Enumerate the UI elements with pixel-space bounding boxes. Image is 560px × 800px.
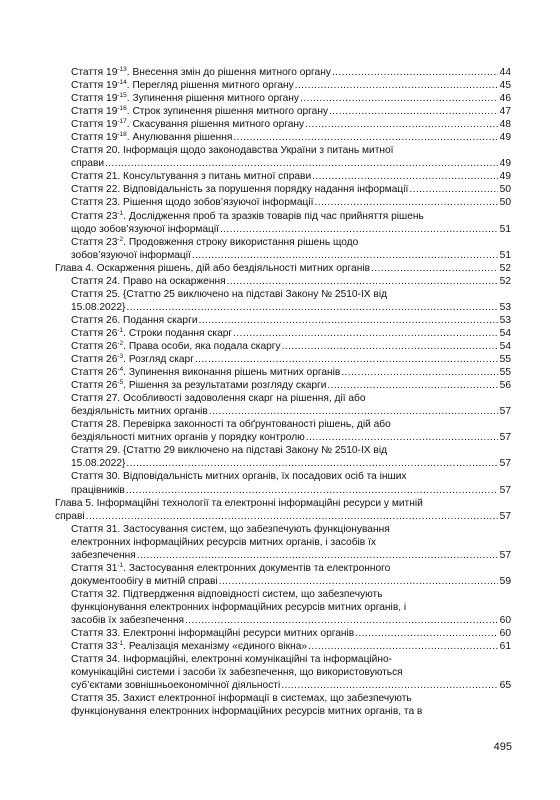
entry-title	[71, 301, 125, 314]
entry-line: Стаття 32. Підтвердження відповідності систем, що забезпечують	[71, 588, 383, 600]
dot-leader	[409, 183, 498, 196]
entry-title	[71, 79, 294, 92]
entry-last-line	[71, 405, 511, 418]
entry-text-segment: Стаття 26	[71, 367, 118, 379]
entry-title	[71, 640, 307, 653]
entry-text-segment: Стаття 26	[71, 340, 118, 352]
entry-title	[71, 131, 232, 144]
toc-article-entry[interactable]	[55, 692, 511, 718]
entry-page-number: 54	[499, 340, 511, 352]
entry-page-number: 53	[499, 301, 511, 313]
entry-title	[71, 405, 208, 418]
entry-title	[71, 575, 218, 588]
toc-article-entry[interactable]	[55, 210, 511, 236]
entry-line: Стаття 27. Особливості задоволення скарг на рішення, дії або	[71, 393, 366, 405]
entry-page-number: 59	[499, 575, 511, 587]
entry-text-segment: -1	[117, 209, 124, 217]
entry-title	[71, 92, 299, 105]
dot-leader	[314, 196, 498, 209]
entry-text-segment: . Анулювання рішення	[126, 132, 233, 144]
entry-text-segment: Стаття 21. Консультування з питань митної справи	[71, 171, 312, 183]
dot-leader	[227, 275, 498, 288]
dot-leader	[300, 92, 498, 105]
entry-last-line	[71, 627, 511, 640]
dot-leader	[332, 66, 498, 79]
entry-text-segment: . Дослідження проб та зразків товарів під час прийняття рішень	[123, 210, 424, 222]
entry-text-segment: документообігу в митній справі	[71, 575, 218, 587]
dot-leader	[126, 301, 498, 314]
dot-leader	[327, 379, 498, 392]
entry-last-line	[55, 262, 511, 275]
toc-article-entry[interactable]	[55, 444, 511, 470]
entry-last-line	[71, 614, 511, 627]
entry-title	[55, 262, 370, 275]
entry-text-segment: . Реалізація механізму «єдиного вікна»	[123, 641, 308, 653]
entry-text-segment: . Внесення змін до рішення митного органу	[126, 67, 331, 78]
entry-line: комунікаційні системи і засоби їх забезпечення, що використовуються	[71, 667, 403, 679]
dot-leader	[219, 575, 498, 588]
entry-text-segment: . Строк зупинення рішення митного органу	[126, 106, 329, 118]
entry-line: Стаття 34. Інформаційні, електронні комунікаційні та інформаційно-	[71, 654, 393, 666]
entry-text-segment: справи	[71, 158, 105, 170]
entry-text-segment: -13	[117, 66, 127, 73]
entry-line	[71, 210, 511, 223]
entry-text-segment: . Зупинення виконання рішень митних органів	[123, 367, 341, 379]
dot-leader	[233, 327, 498, 340]
entry-text-segment: 15.08.2022}	[71, 301, 126, 313]
entry-text-segment: -1	[117, 561, 124, 569]
entry-page-number: 46	[499, 93, 511, 105]
entry-line: Стаття 20. Інформація щодо законодавства України з питань митної	[71, 145, 394, 157]
dot-leader	[329, 105, 498, 118]
entry-text-segment: -4	[117, 366, 124, 374]
toc-article-entry[interactable]	[55, 562, 511, 588]
entry-title	[55, 510, 85, 523]
entry-text-segment: забезпечення	[71, 549, 136, 561]
toc-article-entry[interactable]	[55, 236, 511, 262]
dot-leader	[86, 510, 498, 523]
entry-last-line	[71, 275, 511, 288]
entry-title	[71, 196, 313, 209]
dot-leader	[105, 157, 498, 170]
entry-title	[71, 379, 326, 392]
dot-leader	[341, 366, 498, 379]
dot-leader	[126, 484, 498, 497]
entry-last-line	[55, 510, 511, 523]
entry-title	[71, 275, 226, 288]
toc-article-entry[interactable]	[55, 170, 511, 183]
entry-text-segment: Стаття 26	[71, 354, 118, 366]
entry-page-number: 52	[499, 262, 511, 274]
toc-article-entry[interactable]	[55, 588, 511, 627]
entry-text-segment: -15	[117, 92, 127, 100]
entry-text-segment: працівників	[71, 484, 125, 496]
entry-page-number: 57	[499, 458, 511, 470]
entry-page-number: 57	[499, 432, 511, 444]
entry-line: Стаття 25. {Статтю 25 виключено на підставі Закону № 2510-IX від	[71, 288, 388, 300]
entry-text-segment: Стаття 22. Відповідальність за порушення порядку надання інформації	[71, 184, 409, 196]
entry-title	[71, 327, 232, 340]
toc-article-entry[interactable]	[55, 196, 511, 209]
entry-last-line	[71, 366, 511, 379]
entry-text-segment: Стаття 19	[71, 119, 118, 131]
entry-last-line	[71, 249, 511, 262]
entry-last-line	[71, 314, 511, 327]
entry-page-number: 56	[499, 380, 511, 392]
entry-page-number: 44	[499, 67, 511, 78]
entry-text-segment: . Розгляд скарг	[123, 354, 194, 366]
entry-last-line	[71, 549, 511, 562]
entry-last-line	[71, 66, 511, 79]
toc-article-entry[interactable]	[55, 131, 511, 144]
page-number: 495	[493, 741, 512, 753]
toc-article-entry[interactable]	[55, 392, 511, 418]
entry-title	[71, 170, 311, 183]
toc-article-entry[interactable]	[55, 640, 511, 653]
entry-last-line	[71, 353, 511, 366]
dot-leader	[209, 405, 498, 418]
dot-leader	[308, 640, 498, 653]
entry-title	[71, 679, 280, 692]
entry-last-line	[71, 640, 511, 653]
entry-text-segment: . Рішення за результатами розгляду скарги	[123, 380, 327, 392]
entry-line: функціонування електронних інформаційних ресурсів митних органів, та в	[71, 706, 423, 718]
entry-title	[71, 118, 304, 131]
toc-article-entry[interactable]	[55, 183, 511, 196]
toc-article-entry[interactable]	[55, 105, 511, 118]
entry-text-segment: . Строки подання скарг	[123, 327, 233, 339]
entry-title	[71, 223, 219, 236]
entry-last-line	[71, 92, 511, 105]
entry-page-number: 47	[499, 106, 511, 118]
toc-article-entry[interactable]	[55, 118, 511, 131]
entry-last-line	[71, 301, 511, 314]
entry-text-segment: -16	[117, 105, 127, 113]
entry-line: Стаття 28. Перевірка законності та обґрунтованості рішень, дій або	[71, 419, 391, 431]
entry-text-segment: Стаття 23. Рішення щодо зобов’язуючої інформації	[71, 197, 314, 209]
dot-leader	[295, 79, 498, 92]
entry-line: Стаття 35. Захист електронної інформації в системах, що забезпечують	[71, 693, 412, 705]
entry-title	[71, 353, 194, 366]
entry-last-line	[71, 170, 511, 183]
dot-leader	[220, 223, 498, 236]
entry-text-segment: . Права особи, яка подала скаргу	[123, 340, 281, 352]
toc-article-entry[interactable]	[55, 523, 511, 562]
entry-text-segment: . Скасування рішення митного органу	[126, 119, 305, 131]
entry-title	[71, 366, 340, 379]
entry-text-segment: . Продовження строку використання рішень щодо	[123, 236, 359, 248]
entry-last-line	[71, 223, 511, 236]
entry-page-number: 57	[499, 484, 511, 496]
dot-leader	[126, 457, 498, 470]
entry-line	[71, 562, 511, 575]
entry-text-segment: щодо зобов’язуючої інформації	[71, 223, 219, 235]
entry-last-line	[71, 340, 511, 353]
toc-article-entry[interactable]	[55, 327, 511, 340]
entry-text-segment: . Зупинення рішення митного органу	[126, 93, 300, 105]
entry-last-line	[71, 457, 511, 470]
entry-text-segment: -2	[117, 235, 124, 243]
entry-text-segment: Стаття 31	[71, 562, 118, 574]
entry-title	[71, 549, 136, 562]
entry-text-segment: Стаття 19	[71, 106, 118, 118]
dot-leader	[233, 131, 498, 144]
entry-text-segment: Стаття 19	[71, 93, 118, 105]
dot-leader	[282, 340, 498, 353]
entry-text-segment: -18	[117, 131, 127, 139]
dot-leader	[312, 170, 498, 183]
entry-text-segment: Стаття 19	[71, 80, 118, 92]
toc-article-entry[interactable]	[55, 353, 511, 366]
dot-leader	[306, 431, 498, 444]
dot-leader	[281, 679, 498, 692]
toc-article-entry[interactable]	[55, 144, 511, 170]
toc-article-entry[interactable]	[55, 418, 511, 444]
entry-text-segment: Стаття 26	[71, 380, 118, 392]
entry-title	[71, 157, 104, 170]
entry-text-segment: -17	[117, 118, 127, 126]
toc-chapter-entry[interactable]	[55, 262, 511, 275]
entry-last-line	[71, 575, 511, 588]
entry-text-segment: суб’єктами зовнішньоекономічної діяльності	[71, 680, 281, 692]
toc-article-entry[interactable]	[55, 275, 511, 288]
entry-page-number: 55	[499, 354, 511, 366]
entry-last-line	[71, 484, 511, 497]
entry-page-number: 55	[499, 367, 511, 379]
toc-article-entry[interactable]	[55, 92, 511, 105]
entry-page-number: 60	[499, 628, 511, 640]
toc-article-entry[interactable]	[55, 379, 511, 392]
entry-page-number: 49	[499, 158, 511, 170]
entry-page-number: 51	[499, 223, 511, 235]
entry-page-number: 60	[499, 614, 511, 626]
entry-page-number: 54	[499, 327, 511, 339]
entry-line: електронних інформаційних ресурсів митних органів, і засобів їх	[71, 536, 376, 548]
entry-text-segment: бездіяльність митних органів	[71, 406, 208, 418]
entry-line: Стаття 29. {Статтю 29 виключено на підставі Закону № 2510-IX від	[71, 445, 388, 457]
entry-page-number: 61	[499, 641, 511, 653]
entry-text-segment: Стаття 23	[71, 236, 118, 248]
dot-leader	[355, 627, 498, 640]
entry-line: Глава 5. Інформаційні технології та електронні інформаційні ресурси у митній	[55, 497, 423, 509]
toc-article-entry[interactable]	[55, 79, 511, 92]
entry-text-segment: Стаття 24. Право на оскарження	[71, 275, 226, 287]
entry-last-line	[71, 431, 511, 444]
entry-last-line	[71, 196, 511, 209]
entry-page-number: 57	[499, 510, 511, 522]
entry-title	[71, 66, 331, 79]
dot-leader	[137, 549, 498, 562]
entry-text-segment: Стаття 19	[71, 67, 118, 78]
entry-text-segment: -1	[117, 326, 124, 334]
entry-page-number: 45	[499, 80, 511, 92]
entry-text-segment: -5	[117, 379, 124, 387]
dot-leader	[185, 614, 498, 627]
entry-text-segment: Стаття 33. Електронні інформаційні ресурси митних органів	[71, 628, 355, 640]
entry-title	[71, 340, 281, 353]
entry-text-segment: Глава 4. Оскарження рішень, дій або бездіяльності митних органів	[55, 262, 370, 274]
toc-article-entry[interactable]	[55, 288, 511, 314]
entry-page-number: 65	[499, 680, 511, 692]
entry-page-number: 49	[499, 132, 511, 144]
entry-page-number: 57	[499, 406, 511, 418]
entry-last-line	[71, 379, 511, 392]
dot-leader	[371, 262, 498, 275]
entry-text-segment: справі	[55, 510, 85, 522]
entry-title	[71, 484, 125, 497]
entry-last-line	[71, 105, 511, 118]
entry-page-number: 48	[499, 119, 511, 131]
entry-page-number: 51	[499, 249, 511, 261]
entry-text-segment: засобів їх забезпечення	[71, 614, 185, 626]
entry-title	[71, 431, 305, 444]
entry-page-number: 53	[499, 314, 511, 326]
entry-text-segment: . Застосування електронних документів та електронного	[123, 562, 391, 574]
entry-title	[71, 457, 125, 470]
toc-article-entry[interactable]	[55, 314, 511, 327]
entry-page-number: 50	[499, 197, 511, 209]
entry-text-segment: зобов’язуючої інформації	[71, 249, 191, 261]
entry-last-line	[71, 183, 511, 196]
entry-text-segment: -2	[117, 339, 124, 347]
entry-title	[71, 249, 191, 262]
entry-last-line	[71, 131, 511, 144]
entry-line: Стаття 30. Відповідальність митних органів, їх посадових осіб та інших	[71, 471, 407, 483]
entry-text-segment: 15.08.2022}	[71, 458, 126, 470]
entry-last-line	[71, 118, 511, 131]
entry-title	[71, 183, 408, 196]
toc-article-entry[interactable]	[55, 66, 511, 79]
entry-title	[71, 614, 184, 627]
dot-leader	[195, 353, 498, 366]
entry-text-segment: . Перегляд рішення митного органу	[126, 80, 294, 92]
entry-title	[71, 627, 354, 640]
toc-chapter-entry[interactable]	[55, 497, 511, 523]
entry-last-line	[71, 79, 511, 92]
entry-text-segment: Стаття 23	[71, 210, 118, 222]
entry-line: функціонування електронних інформаційних ресурсів митних органів, і	[71, 601, 407, 613]
toc-article-entry[interactable]	[55, 627, 511, 640]
entry-page-number: 52	[499, 275, 511, 287]
entry-page-number: 57	[499, 549, 511, 561]
entry-page-number: 50	[499, 184, 511, 196]
toc-article-entry[interactable]	[55, 470, 511, 496]
entry-last-line	[71, 327, 511, 340]
entry-text-segment: -14	[117, 79, 127, 87]
dot-leader	[192, 249, 498, 262]
entry-last-line	[71, 679, 511, 692]
entry-text-segment: бездіяльності митних органів у порядку контролю	[71, 432, 305, 444]
table-of-contents	[55, 66, 511, 718]
entry-text-segment: Стаття 26	[71, 327, 118, 339]
entry-title	[71, 105, 328, 118]
toc-article-entry[interactable]	[55, 340, 511, 353]
entry-last-line	[71, 157, 511, 170]
entry-line: Стаття 31. Застосування систем, що забезпечують функціонування	[71, 523, 390, 535]
dot-leader	[199, 314, 498, 327]
entry-text-segment: -1	[117, 640, 124, 648]
entry-page-number: 49	[499, 171, 511, 183]
toc-article-entry[interactable]	[55, 653, 511, 692]
entry-text-segment: Стаття 19	[71, 132, 118, 144]
toc-article-entry[interactable]	[55, 366, 511, 379]
dot-leader	[305, 118, 498, 131]
entry-text-segment: -3	[117, 353, 124, 361]
entry-text-segment: Стаття 26. Подання скарги	[71, 314, 198, 326]
entry-text-segment: Стаття 33	[71, 641, 118, 653]
entry-title	[71, 314, 198, 327]
entry-line	[71, 236, 511, 249]
